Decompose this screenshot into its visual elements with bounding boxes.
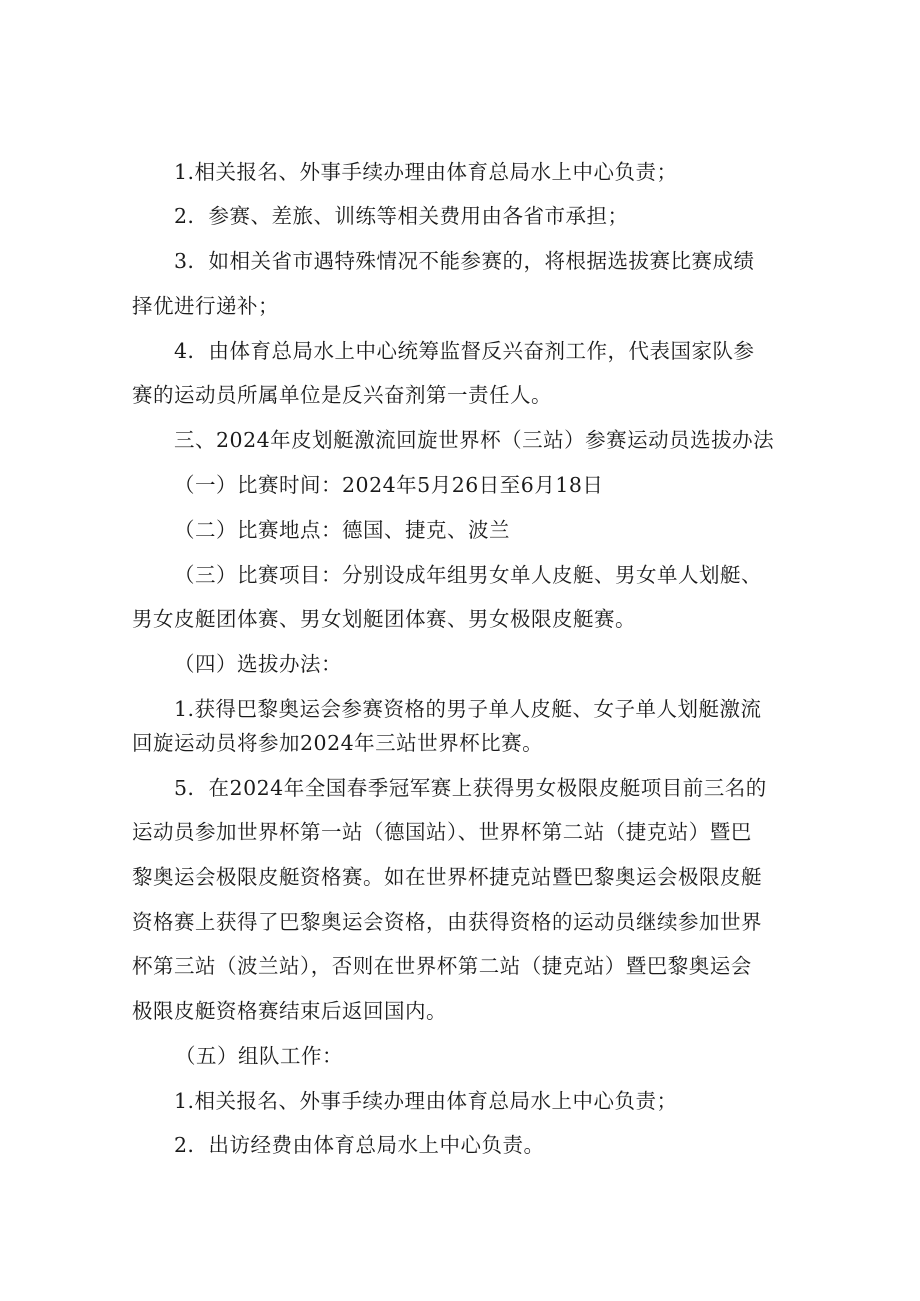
text-line: （二）比赛地点：德国、捷克、波兰: [174, 518, 510, 542]
text-line: 男女皮艇团体赛、男女划艇团体赛、男女极限皮艇赛。: [132, 607, 636, 631]
text-line: （三）比赛项目：分别设成年组男女单人皮艇、男女单人划艇、: [174, 563, 762, 587]
text-line: （一）比赛时间：2024年5月26日至6月18日: [174, 473, 604, 497]
text-line: 运动员参加世界杯第一站（德国站）、世界杯第二站（捷克站）暨巴: [132, 820, 752, 844]
text-line: 择优进行递补；: [132, 294, 279, 318]
text-line: 2．出访经费由体育总局水上中心负责。: [174, 1133, 545, 1157]
text-line: 黎奥运会极限皮艇资格赛。如在世界杯捷克站暨巴黎奥运会极限皮艇: [132, 865, 762, 889]
text-line: 2．参赛、差旅、训练等相关费用由各省市承担；: [174, 204, 629, 228]
text-line: 资格赛上获得了巴黎奥运会资格，由获得资格的运动员继续参加世界: [132, 910, 762, 934]
text-line: （四）选拔办法：: [174, 652, 342, 676]
text-line: 1.相关报名、外事手续办理由体育总局水上中心负责；: [174, 1089, 678, 1113]
text-line: 1.相关报名、外事手续办理由体育总局水上中心负责；: [174, 160, 678, 184]
text-line: 1.获得巴黎奥运会参赛资格的男子单人皮艇、女子单人划艇激流: [174, 697, 762, 721]
text-line: （五）组队工作：: [175, 1044, 343, 1068]
text-line: 极限皮艇资格赛结束后返回国内。: [132, 999, 447, 1023]
text-line: 3．如相关省市遇特殊情况不能参赛的，将根据选拔赛比赛成绩: [174, 249, 755, 273]
text-line: 杯第三站（波兰站），否则在世界杯第二站（捷克站）暨巴黎奥运会: [132, 954, 752, 978]
text-line: 回旋运动员将参加2024年三站世界杯比赛。: [132, 731, 544, 755]
section-heading: 三、2024年皮划艇激流回旋世界杯（三站）参赛运动员选拔办法: [174, 428, 775, 452]
text-line: 赛的运动员所属单位是反兴奋剂第一责任人。: [132, 383, 552, 407]
text-line: 5．在2024年全国春季冠军赛上获得男女极限皮艇项目前三名的: [174, 776, 767, 800]
text-line: 4．由体育总局水上中心统筹监督反兴奋剂工作，代表国家队参: [174, 339, 755, 363]
